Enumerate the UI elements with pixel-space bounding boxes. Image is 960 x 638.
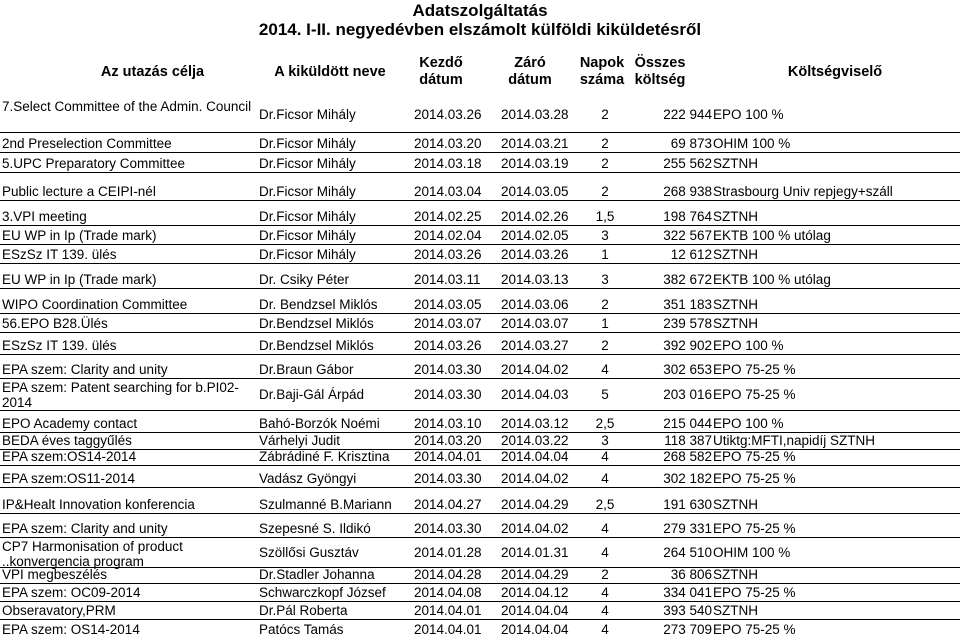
cost-bearer: Strasbourg Univ repjegy+száll	[713, 184, 893, 199]
end-date: 2014.04.12	[501, 585, 569, 600]
end-date: 2014.02.26	[501, 209, 569, 224]
trip-purpose: VPI megbeszélés	[2, 567, 108, 582]
travel-table	[0, 98, 960, 638]
days-count: 4	[601, 449, 609, 464]
total-cost: 203 016	[663, 386, 712, 402]
trip-purpose: 5.UPC Preparatory Committee	[2, 156, 186, 171]
days-count: 2,5	[595, 416, 615, 431]
table-row	[0, 378, 960, 410]
start-date: 2014.03.26	[414, 107, 482, 122]
start-date: 2014.02.25	[414, 209, 482, 224]
cost-bearer: SZTNH	[713, 156, 758, 171]
end-date: 2014.04.29	[501, 497, 569, 512]
table-row	[0, 200, 960, 225]
header-days: Napok száma	[579, 55, 625, 88]
days-count: 4	[601, 603, 609, 618]
days-count: 1	[601, 316, 609, 331]
end-date: 2014.04.03	[501, 386, 569, 402]
trip-purpose: WIPO Coordination Committee	[2, 297, 188, 312]
start-date: 2014.03.26	[414, 338, 482, 353]
start-date: 2014.03.20	[414, 136, 482, 151]
days-count: 4	[601, 471, 609, 486]
traveler-name: Vadász Gyöngyi	[259, 471, 357, 486]
days-count: 2	[601, 136, 609, 151]
cost-bearer: EPO 75-25 %	[713, 386, 796, 402]
traveler-name: Dr.Stadler Johanna	[259, 567, 375, 582]
days-count: 2,5	[595, 497, 615, 512]
table-row	[0, 288, 960, 313]
days-count: 2	[601, 156, 609, 171]
traveler-name: Dr.Ficsor Mihály	[259, 184, 356, 199]
table-row	[0, 537, 960, 567]
start-date: 2014.03.10	[414, 416, 482, 431]
start-date: 2014.04.28	[414, 567, 482, 582]
start-date: 2014.04.01	[414, 622, 482, 637]
start-date: 2014.03.05	[414, 297, 482, 312]
table-row	[0, 263, 960, 288]
total-cost: 69 873	[670, 136, 712, 151]
cost-bearer: SZTNH	[713, 497, 758, 512]
total-cost: 322 567	[663, 228, 712, 243]
end-date: 2014.04.04	[501, 603, 569, 618]
days-count: 1	[601, 247, 609, 262]
table-row	[0, 244, 960, 263]
end-date: 2014.03.28	[501, 107, 569, 122]
end-date: 2014.04.04	[501, 622, 569, 637]
start-date: 2014.01.28	[414, 544, 482, 560]
days-count: 5	[601, 386, 609, 402]
table-row	[0, 601, 960, 619]
end-date: 2014.04.29	[501, 567, 569, 582]
header-person: A kiküldött neve	[274, 63, 386, 80]
total-cost: 118 387	[664, 433, 712, 448]
total-cost: 273 709	[663, 622, 712, 637]
days-count: 2	[601, 297, 609, 312]
trip-purpose: EU WP in Ip (Trade mark)	[2, 228, 157, 243]
days-count: 4	[601, 622, 609, 637]
trip-purpose: 7.Select Committee of the Admin. Council	[2, 99, 252, 114]
document-title: Adatszolgáltatás	[412, 1, 548, 20]
table-row	[0, 152, 960, 172]
trip-purpose: IP&Healt Innovation konferencia	[2, 497, 195, 512]
cost-bearer: EPO 75-25 %	[713, 449, 796, 464]
table-row	[0, 225, 960, 244]
table-row	[0, 583, 960, 601]
days-count: 4	[601, 544, 609, 560]
traveler-name: Dr.Bendzsel Miklós	[259, 338, 374, 353]
trip-purpose: ESzSz IT 139. ülés	[2, 338, 117, 353]
total-cost: 215 044	[663, 416, 712, 431]
total-cost: 239 578	[663, 316, 712, 331]
end-date: 2014.03.26	[501, 247, 569, 262]
days-count: 2	[601, 107, 609, 122]
cost-bearer: EPO 100 %	[713, 107, 784, 122]
start-date: 2014.04.01	[414, 603, 482, 618]
traveler-name: Dr.Bendzsel Miklós	[259, 316, 374, 331]
cost-bearer: OHIM 100 %	[713, 136, 791, 151]
total-cost: 198 764	[663, 209, 712, 224]
cost-bearer: EPO 75-25 %	[713, 585, 796, 600]
trip-purpose: BEDA éves taggyűlés	[2, 433, 132, 448]
traveler-name: Szöllősi Gusztáv	[259, 544, 359, 560]
cost-bearer: EPO 75-25 %	[713, 362, 796, 377]
trip-purpose: Public lecture a CEIPI-nél	[2, 184, 156, 199]
table-row	[0, 449, 960, 465]
end-date: 2014.03.22	[501, 433, 569, 448]
trip-purpose: EPA szem: OC09-2014	[2, 585, 141, 600]
trip-purpose: EPA szem: OS14-2014	[2, 622, 140, 637]
table-row	[0, 513, 960, 537]
days-count: 2	[601, 338, 609, 353]
table-row	[0, 487, 960, 513]
cost-bearer: SZTNH	[713, 316, 758, 331]
traveler-name: Dr.Ficsor Mihály	[259, 107, 356, 122]
end-date: 2014.03.13	[501, 272, 569, 287]
end-date: 2014.03.12	[501, 416, 569, 431]
traveler-name: Schwarczkopf József	[259, 585, 386, 600]
total-cost: 382 672	[663, 272, 712, 287]
document-subtitle: 2014. I-II. negyedévben elszámolt külföldi kiküldetésről	[258, 20, 702, 39]
header-total-cost: Összes költség	[634, 55, 686, 88]
table-row	[0, 567, 960, 583]
end-date: 2014.03.07	[501, 316, 569, 331]
start-date: 2014.03.30	[414, 471, 482, 486]
total-cost: 268 938	[663, 184, 712, 199]
header-end-date: Záró dátum	[508, 55, 552, 88]
days-count: 1,5	[595, 209, 615, 224]
table-row	[0, 332, 960, 354]
trip-purpose: 3.VPI meeting	[2, 209, 87, 224]
cost-bearer: EPO 75-25 %	[713, 622, 796, 637]
trip-purpose: 2nd Preselection Committee	[2, 136, 172, 151]
traveler-name: Dr. Csiky Péter	[259, 272, 350, 287]
cost-bearer: EPO 100 %	[713, 416, 784, 431]
end-date: 2014.03.27	[501, 338, 569, 353]
trip-purpose: CP7 Harmonisation of product ..konvergencia program	[2, 539, 183, 569]
traveler-name: Dr.Ficsor Mihály	[259, 136, 356, 151]
cost-bearer: EPO 100 %	[713, 338, 784, 353]
end-date: 2014.03.06	[501, 297, 569, 312]
trip-purpose: EPA szem:OS11-2014	[2, 471, 136, 486]
cost-bearer: SZTNH	[713, 603, 758, 618]
total-cost: 392 902	[663, 338, 712, 353]
trip-purpose: 56.EPO B28.Ülés	[2, 316, 108, 331]
trip-purpose: EPA szem: Clarity and unity	[2, 521, 168, 536]
traveler-name: Dr.Ficsor Mihály	[259, 228, 356, 243]
cost-bearer: SZTNH	[713, 567, 758, 582]
traveler-name: Dr.Braun Gábor	[259, 362, 354, 377]
start-date: 2014.03.26	[414, 247, 482, 262]
end-date: 2014.03.21	[501, 136, 569, 151]
days-count: 2	[601, 567, 609, 582]
cost-bearer: EKTB 100 % utólag	[713, 272, 831, 287]
start-date: 2014.03.30	[414, 386, 482, 402]
total-cost: 222 944	[663, 107, 712, 122]
end-date: 2014.04.02	[501, 362, 569, 377]
total-cost: 302 653	[663, 362, 712, 377]
start-date: 2014.03.04	[414, 184, 482, 199]
traveler-name: Szepesné S. Ildikó	[259, 521, 371, 536]
total-cost: 268 582	[663, 449, 712, 464]
cost-bearer: OHIM 100 %	[713, 544, 791, 560]
cost-bearer: EPO 75-25 %	[713, 521, 796, 536]
end-date: 2014.04.02	[501, 471, 569, 486]
end-date: 2014.01.31	[501, 544, 569, 560]
days-count: 3	[601, 272, 609, 287]
total-cost: 12 612	[670, 247, 712, 262]
start-date: 2014.04.27	[414, 497, 482, 512]
start-date: 2014.04.01	[414, 449, 482, 464]
cost-bearer: Utiktg:MFTI,napidíj SZTNH	[713, 433, 876, 448]
start-date: 2014.04.08	[414, 585, 482, 600]
trip-purpose: ESzSz IT 139. ülés	[2, 247, 117, 262]
trip-purpose: EU WP in Ip (Trade mark)	[2, 272, 157, 287]
days-count: 3	[601, 433, 609, 448]
days-count: 4	[601, 362, 609, 377]
start-date: 2014.03.07	[414, 316, 482, 331]
end-date: 2014.03.19	[501, 156, 569, 171]
days-count: 4	[601, 585, 609, 600]
start-date: 2014.03.18	[414, 156, 482, 171]
table-row	[0, 98, 960, 132]
table-row	[0, 410, 960, 432]
table-row	[0, 132, 960, 152]
header-cost-bearer: Költségviselő	[787, 63, 883, 80]
total-cost: 191 630	[663, 497, 712, 512]
start-date: 2014.03.20	[414, 433, 482, 448]
table-row	[0, 313, 960, 332]
traveler-name: Zábrádiné F. Krisztina	[259, 449, 390, 464]
cost-bearer: EPO 75-25 %	[713, 471, 796, 486]
traveler-name: Patócs Tamás	[259, 622, 344, 637]
total-cost: 255 562	[663, 156, 712, 171]
trip-purpose: EPA szem: Patent searching for b.PI02-2014	[2, 380, 239, 410]
traveler-name: Bahó-Borzók Noémi	[259, 416, 380, 431]
start-date: 2014.03.11	[414, 272, 481, 287]
trip-purpose: Obseravatory,PRM	[2, 603, 116, 618]
cost-bearer: EKTB 100 % utólag	[713, 228, 831, 243]
table-row	[0, 465, 960, 487]
traveler-name: Dr.Ficsor Mihály	[259, 209, 356, 224]
end-date: 2014.04.02	[501, 521, 569, 536]
days-count: 2	[601, 184, 609, 199]
table-row	[0, 172, 960, 200]
cost-bearer: SZTNH	[713, 247, 758, 262]
end-date: 2014.02.05	[501, 228, 569, 243]
total-cost: 351 183	[663, 297, 712, 312]
traveler-name: Dr.Ficsor Mihály	[259, 247, 356, 262]
total-cost: 36 806	[670, 567, 712, 582]
total-cost: 334 041	[663, 585, 712, 600]
trip-purpose: EPA szem: Clarity and unity	[2, 362, 168, 377]
total-cost: 264 510	[663, 544, 712, 560]
table-row	[0, 619, 960, 638]
days-count: 4	[601, 521, 609, 536]
days-count: 3	[601, 228, 609, 243]
traveler-name: Dr.Pál Roberta	[259, 603, 348, 618]
table-row	[0, 432, 960, 449]
header-purpose: Az utazás célja	[100, 63, 205, 80]
total-cost: 393 540	[663, 603, 712, 618]
trip-purpose: EPO Academy contact	[2, 416, 138, 431]
traveler-name: Dr.Baji-Gál Árpád	[259, 386, 365, 402]
traveler-name: Szulmanné B.Mariann	[259, 497, 392, 512]
cost-bearer: SZTNH	[713, 209, 758, 224]
table-row	[0, 354, 960, 378]
start-date: 2014.03.30	[414, 362, 482, 377]
end-date: 2014.04.04	[501, 449, 569, 464]
total-cost: 302 182	[663, 471, 712, 486]
start-date: 2014.03.30	[414, 521, 482, 536]
cost-bearer: SZTNH	[713, 297, 758, 312]
traveler-name: Dr. Bendzsel Miklós	[259, 297, 378, 312]
traveler-name: Várhelyi Judit	[259, 433, 341, 448]
header-start-date: Kezdő dátum	[419, 55, 463, 88]
total-cost: 279 331	[663, 521, 712, 536]
trip-purpose: EPA szem:OS14-2014	[2, 449, 137, 464]
end-date: 2014.03.05	[501, 184, 569, 199]
traveler-name: Dr.Ficsor Mihály	[259, 156, 356, 171]
start-date: 2014.02.04	[414, 228, 482, 243]
